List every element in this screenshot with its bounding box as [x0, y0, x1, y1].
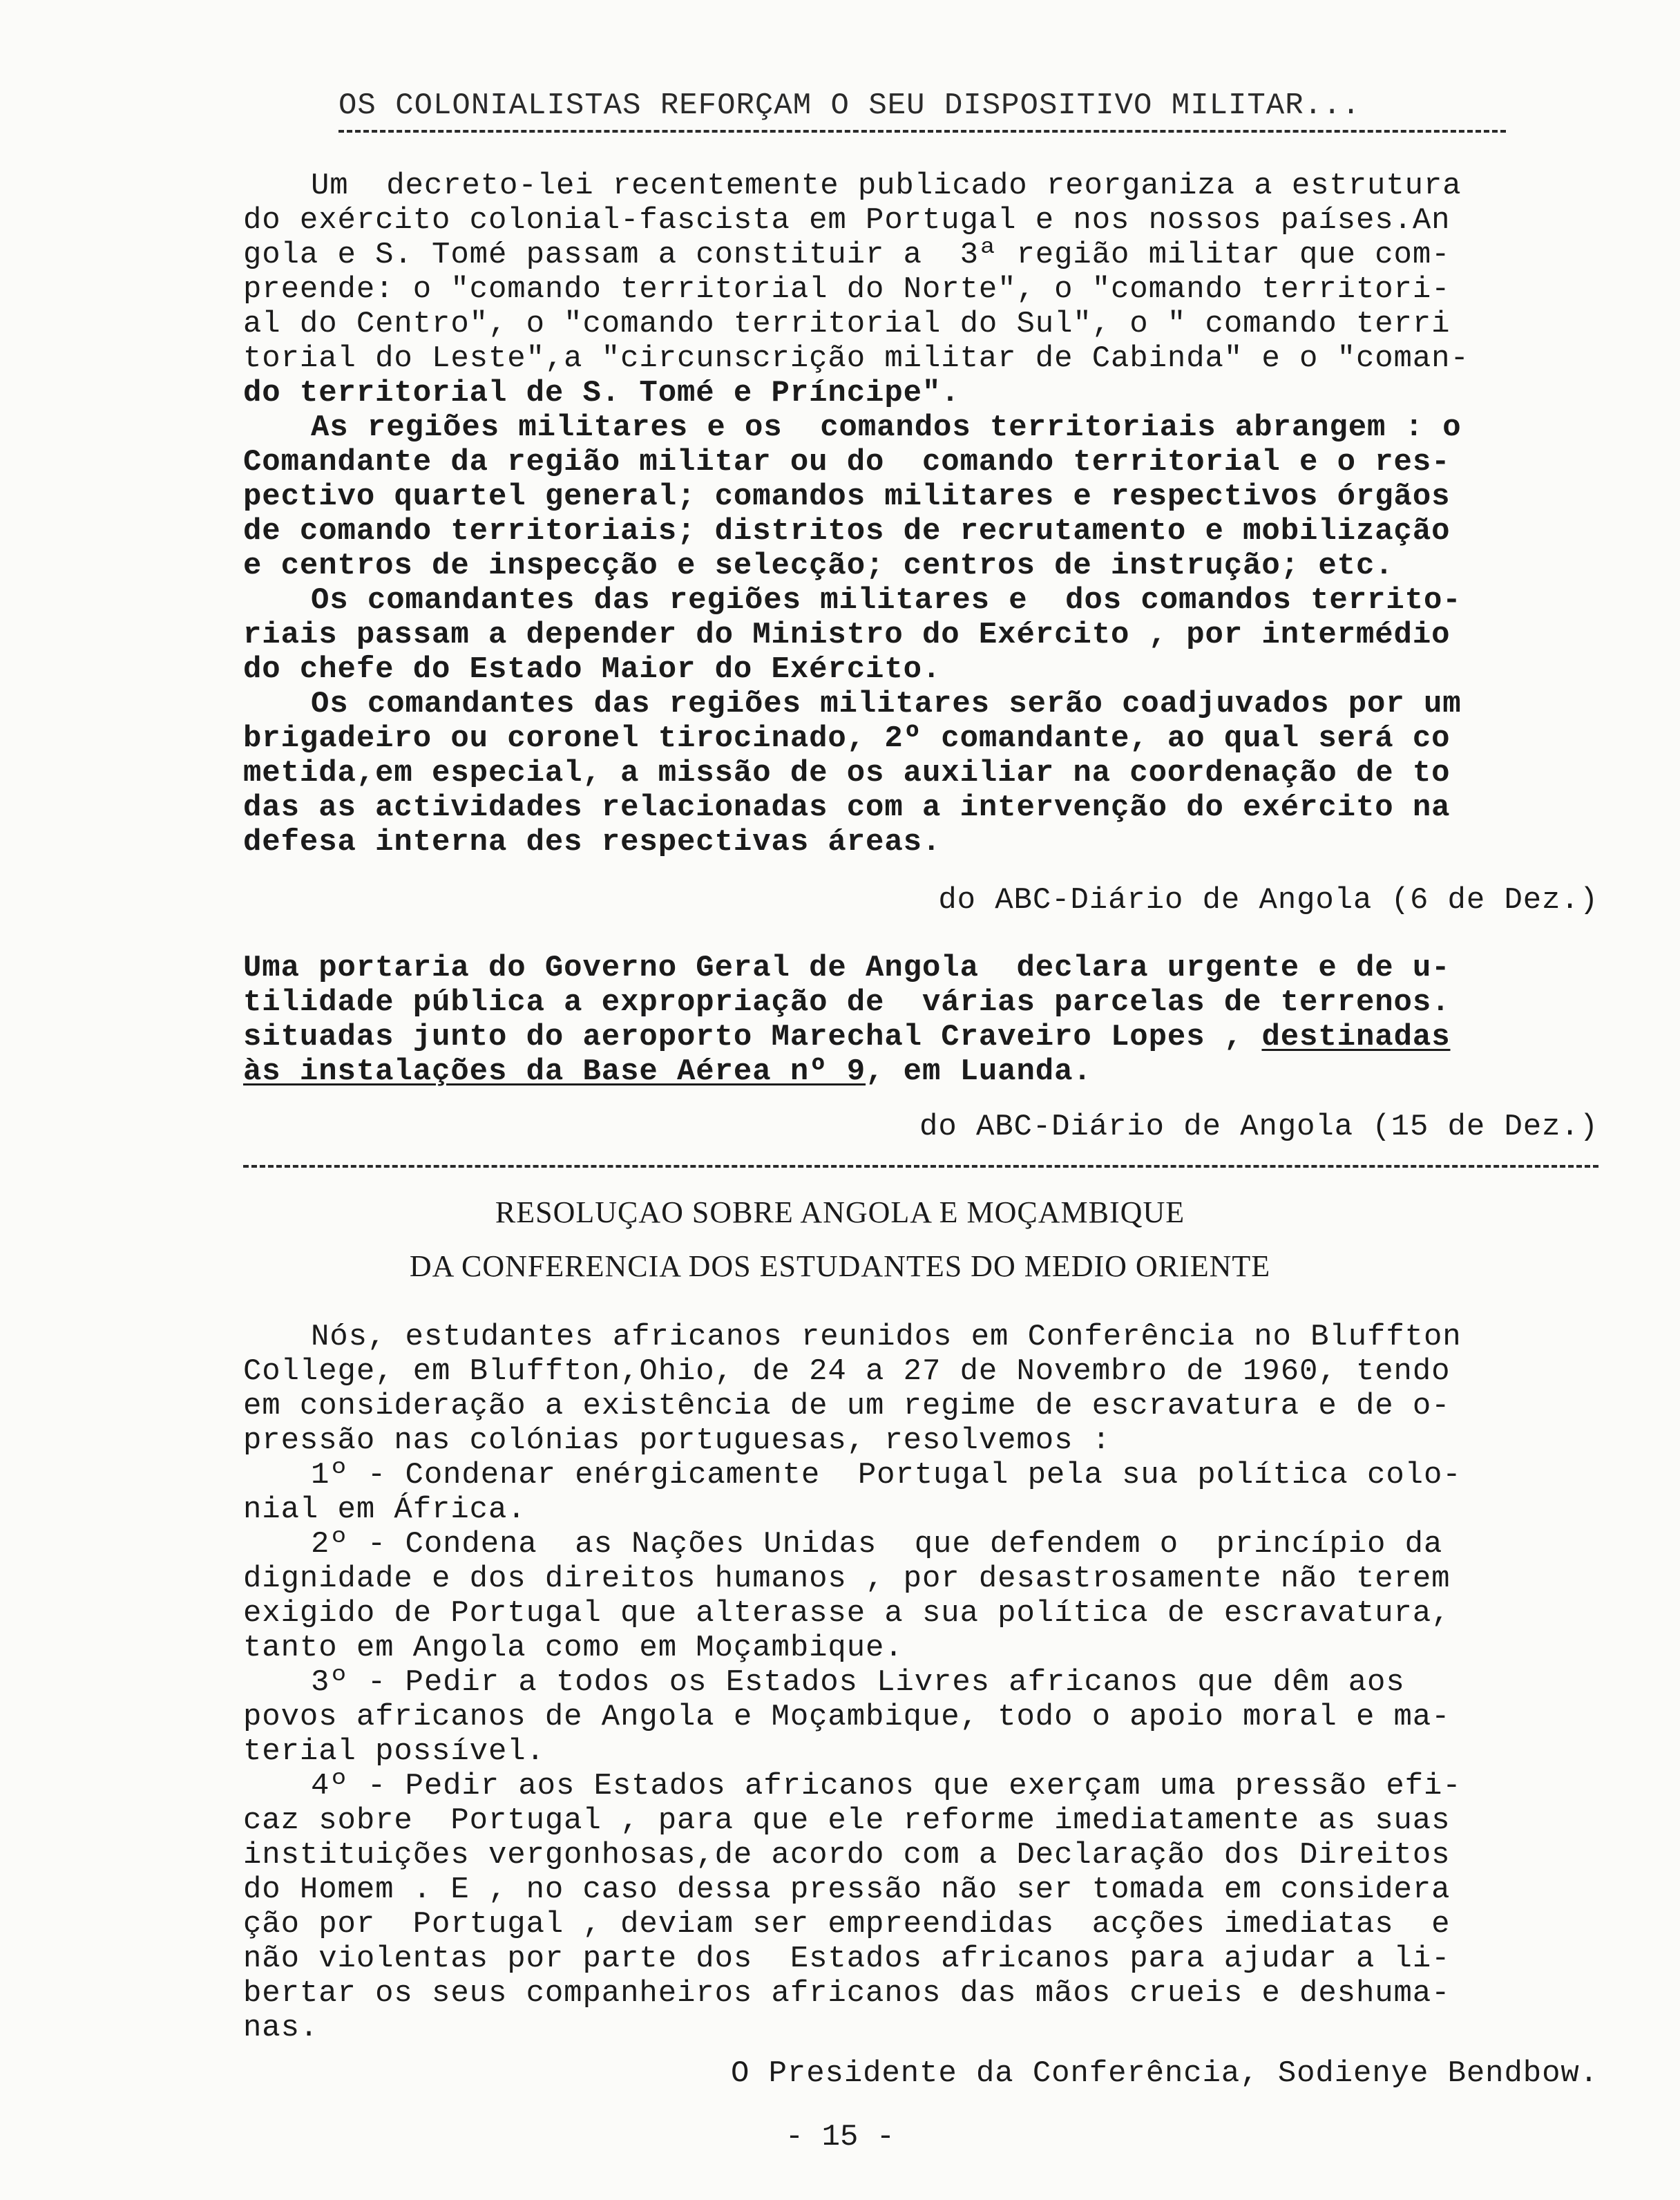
paragraph-line: torial do Leste",a "circunscrição militar de Cabinda" e o "coman- — [243, 341, 1469, 376]
paragraph-line: preende: o "comando territorial do Norte", o "comando territori- — [243, 272, 1451, 307]
paragraph-line: caz sobre Portugal , para que ele reforme imediatamente as suas — [243, 1803, 1451, 1838]
paragraph-line: instituições vergonhosas,de acordo com a Declaração dos Direitos — [243, 1838, 1451, 1872]
paragraph-line: Nós, estudantes africanos reunidos em Conferência no Bluffton — [311, 1320, 1462, 1354]
paragraph-line: nas. — [243, 2011, 319, 2045]
paragraph-line: Um decreto-lei recentemente publicado reorganiza a estrutura — [311, 169, 1462, 203]
paragraph-line: do territorial de S. Tomé e Príncipe". — [243, 376, 960, 410]
paragraph-line: gola e S. Tomé passam a constituir a 3ª região militar que com- — [243, 238, 1451, 272]
resolution-subtitle: DA CONFERENCIA DOS ESTUDANTES DO MEDIO ORIENTE — [409, 1249, 1271, 1283]
paragraph-line: terial possível. — [243, 1734, 545, 1769]
source-citation: do ABC-Diário de Angola (15 de Dez.) — [919, 1110, 1598, 1144]
paragraph-line: 2º - Condena as Nações Unidas que defendem o princípio da — [311, 1527, 1443, 1562]
paragraph-line: não violentas por parte dos Estados africanos para ajudar a li- — [243, 1942, 1451, 1976]
paragraph-line: do Homem . E , no caso dessa pressão não ser tomada em considera — [243, 1872, 1451, 1907]
paragraph-line: do exército colonial-fascista em Portugal e nos nossos países.An — [243, 203, 1451, 238]
paragraph-line: do chefe do Estado Maior do Exército. — [243, 652, 942, 687]
paragraph-line: As regiões militares e os comandos territoriais abrangem : o — [311, 410, 1462, 445]
signature-line: O Presidente da Conferência, Sodienye Bendbow. — [731, 2056, 1598, 2091]
paragraph-line: 3º - Pedir a todos os Estados Livres africanos que dêm aos — [311, 1665, 1405, 1700]
paragraph-line: 4º - Pedir aos Estados africanos que exerçam uma pressão efi- — [311, 1769, 1462, 1803]
paragraph-line: al do Centro", o "comando territorial do Sul", o " comando terri — [243, 307, 1451, 341]
paragraph-line: brigadeiro ou coronel tirocinado, 2º comandante, ao qual será co — [243, 721, 1451, 756]
paragraph-line — [243, 1054, 1092, 1089]
paragraph-line: Comandante da região militar ou do comando territorial e o res- — [243, 445, 1451, 480]
paragraph-line: tanto em Angola como em Moçambique. — [243, 1631, 904, 1665]
paragraph-line: defesa interna des respectivas áreas. — [243, 825, 942, 860]
paragraph-line: tilidade pública a expropriação de várias parcelas de terrenos. — [243, 985, 1451, 1020]
paragraph-line: das as actividades relacionadas com a intervenção do exército na — [243, 790, 1451, 825]
paragraph-line: bertar os seus companheiros africanos das mãos crueis e deshuma- — [243, 1976, 1451, 2011]
paragraph-line: pressão nas colónias portuguesas, resolvemos : — [243, 1423, 1111, 1458]
paragraph-line: exigido de Portugal que alterasse a sua política de escravatura, — [243, 1596, 1451, 1631]
page-title: OS COLONIALISTAS REFORÇAM O SEU DISPOSITIVO MILITAR... — [338, 88, 1361, 123]
paragraph-line: Os comandantes das regiões militares e dos comandos territo- — [311, 583, 1462, 618]
resolution-title: RESOLUÇAO SOBRE ANGOLA E MOÇAMBIQUE — [495, 1195, 1185, 1229]
paragraph-line — [243, 1020, 1451, 1054]
paragraph-line: 1º - Condenar enérgicamente Portugal pela sua política colo- — [311, 1458, 1462, 1492]
paragraph-line: Uma portaria do Governo Geral de Angola declara urgente e de u- — [243, 951, 1451, 985]
paragraph-line: pectivo quartel general; comandos militares e respectivos órgãos — [243, 480, 1451, 514]
paragraph-line: de comando territoriais; distritos de recrutamento e mobilização — [243, 514, 1451, 549]
paragraph-text: situadas junto do aeroporto Marechal Craveiro Lopes , — [243, 1020, 1243, 1054]
source-citation: do ABC-Diário de Angola (6 de Dez.) — [938, 883, 1598, 918]
paragraph-line: College, em Bluffton,Ohio, de 24 a 27 de Novembro de 1960, tendo — [243, 1354, 1451, 1389]
paragraph-line: povos africanos de Angola e Moçambique, todo o apoio moral e ma- — [243, 1700, 1451, 1734]
paragraph-line: metida,em especial, a missão de os auxiliar na coordenação de to — [243, 756, 1451, 790]
page-number: - 15 - — [785, 2120, 895, 2154]
paragraph-line: dignidade e dos direitos humanos , por desastrosamente não terem — [243, 1562, 1451, 1596]
paragraph-line: e centros de inspecção e selecção; centros de instrução; etc. — [243, 549, 1394, 583]
underlined-text: às instalações da Base Aérea nº 9 — [243, 1054, 866, 1089]
paragraph-line: ção por Portugal , deviam ser empreendidas acções imediatas e — [243, 1907, 1451, 1942]
underlined-text: destinadas — [1261, 1020, 1451, 1054]
section-separator — [243, 1165, 1598, 1168]
title-underline-rule — [338, 130, 1506, 133]
paragraph-line: Os comandantes das regiões militares serão coadjuvados por um — [311, 687, 1462, 721]
paragraph-line: nial em África. — [243, 1492, 526, 1527]
paragraph-line: em consideração a existência de um regime de escravatura e de o- — [243, 1389, 1451, 1423]
paragraph-line: riais passam a depender do Ministro do Exército , por intermédio — [243, 618, 1451, 652]
paragraph-text: , em Luanda. — [866, 1054, 1092, 1089]
